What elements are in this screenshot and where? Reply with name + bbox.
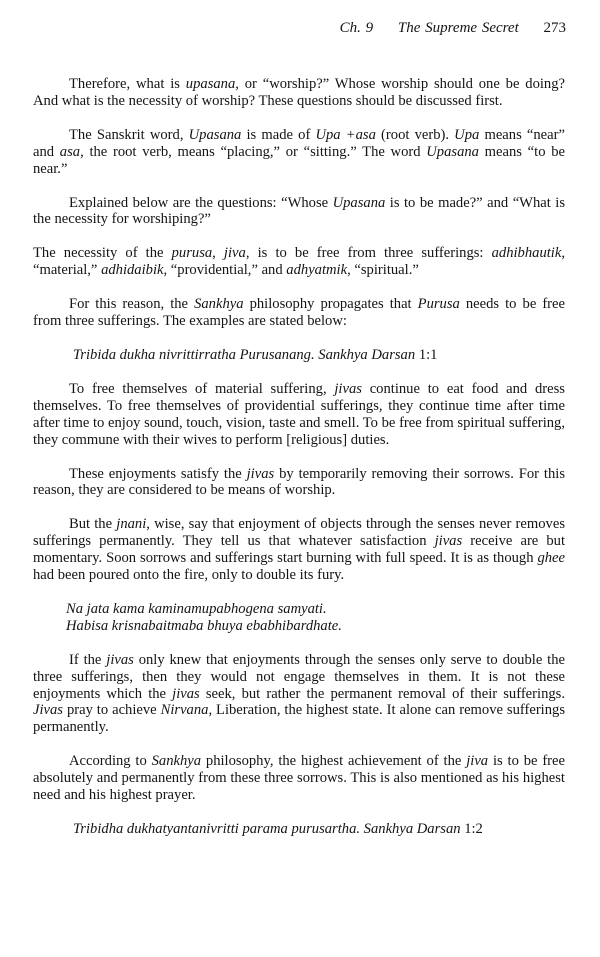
body-paragraph	[33, 381, 565, 449]
italic-term: jivas	[434, 533, 463, 550]
text-run: needs to be free from three sufferings. The examples are stated below:	[33, 296, 566, 330]
italic-term: adhyatmik	[286, 262, 348, 279]
sanskrit-quotation	[73, 347, 565, 364]
text-run: Therefore, what is	[69, 76, 186, 92]
text-run: (root verb).	[375, 126, 455, 143]
italic-term: jiva	[466, 753, 489, 770]
chapter-label: Ch. 9	[339, 20, 374, 36]
body-paragraph	[33, 652, 565, 737]
text-run: The Sanskrit word,	[69, 126, 189, 143]
text-run: 1:2	[464, 821, 483, 837]
italic-term: adhibhautik	[491, 245, 562, 262]
italic-term: Upa	[454, 126, 480, 143]
italic-term: Purusa	[417, 296, 460, 313]
text-run: seek, but rather the permanent removal of their sufferings.	[199, 685, 565, 702]
italic-term: upasana	[185, 76, 236, 92]
text-run: For this reason, the	[69, 296, 195, 313]
text-run: only knew that enjoyments through the senses only serve to double the three sufferings, then they would not engage themselves in them. It is not these enjoyments which the	[33, 651, 565, 702]
body-paragraph	[33, 76, 565, 110]
text-run: , or “worship?” Whose worship should one be doing? And what is the necessity of worship? These questions should be discussed first.	[33, 76, 565, 109]
body-paragraph	[33, 195, 565, 229]
body-text	[33, 76, 565, 838]
text-run: is made of	[241, 126, 316, 143]
text-run: , Liberation, the highest state. It alone can remove sufferings permanently.	[33, 702, 566, 736]
text-run: philosophy propagates that	[243, 296, 418, 313]
text-run: philosophy, the highest achievement of the	[201, 753, 467, 770]
text-run: , “spiritual.”	[347, 262, 419, 279]
italic-term: Upa +asa	[315, 126, 376, 143]
text-run: , the root verb, means “placing,” or “sitting.” The word	[80, 143, 427, 160]
body-paragraph	[33, 753, 565, 804]
text-run: is to be made?” and “What is the necessity for worshiping?”	[33, 194, 566, 228]
body-paragraph	[33, 516, 565, 584]
italic-term: Upasana	[188, 126, 242, 143]
text-run: 1:1	[418, 346, 438, 363]
body-paragraph	[33, 127, 565, 178]
text-run: Explained below are the questions: “Whose	[69, 194, 333, 211]
italic-term: jivas	[172, 685, 200, 702]
text-run: , is to be free from three sufferings:	[245, 245, 492, 262]
italic-term: Sankhya	[151, 753, 202, 770]
italic-term: asa	[59, 143, 81, 160]
italic-term: jivas	[106, 651, 134, 668]
text-run: , “providential,” and	[163, 262, 287, 279]
text-run: To free themselves of material suffering,	[69, 380, 335, 397]
text-run: receive are but momentary. Soon sorrows and sufferings start burning with full speed. It is as though	[33, 533, 566, 567]
text-run: by temporarily removing their sorrows. For this reason, they are considered to be means of worship.	[33, 465, 565, 499]
text-run: If the	[69, 651, 107, 668]
text-run: had been poured onto the fire, only to double its fury.	[33, 567, 345, 584]
italic-term: Tribidha dukhatyantanivritti parama purusartha. Sankhya Darsan	[73, 821, 465, 837]
body-paragraph	[33, 245, 565, 279]
text-run: means “near” and	[33, 126, 565, 160]
text-run: is to be free absolutely and permanently from these three sorrows. This is also mentioned as his highest need and his highest prayer.	[33, 753, 565, 804]
italic-term: adhidaibik	[101, 262, 164, 279]
verse-line: Habisa krisnabaitmaba bhuya ebabhibardhate.	[66, 617, 342, 634]
text-run: continue to eat food and dress themselves. To free themselves of providential sufferings, they continue time after time after time to enjoy sound, touch, vision, taste and smell. To be free from spiritual suffering, they commune with their wives to perform [religious] duties.	[33, 380, 565, 448]
chapter-title: The Supreme Secret	[397, 20, 519, 36]
italic-term: jivas	[246, 465, 275, 482]
text-run: According to	[69, 753, 152, 770]
text-run: , “material,”	[33, 245, 565, 279]
italic-term: purusa, jiva	[171, 245, 246, 262]
text-run: But the	[69, 516, 117, 533]
italic-term: Upasana	[426, 143, 479, 160]
sanskrit-quotation	[73, 821, 565, 838]
italic-term: ghee	[537, 550, 565, 567]
italic-term: Nirvana	[160, 702, 209, 719]
verse-quotation	[66, 601, 565, 635]
verse-line: Na jata kama kaminamupabhogena samyati.	[66, 600, 327, 617]
italic-term: jnani	[116, 516, 147, 533]
page-number: 273	[543, 20, 566, 36]
running-header	[340, 20, 566, 37]
text-run: pray to achieve	[63, 702, 161, 719]
italic-term: jivas	[334, 380, 362, 397]
text-run: means “to be near.”	[33, 143, 565, 177]
text-run: The necessity of the	[33, 245, 172, 262]
italic-term: Sankhya	[194, 296, 244, 313]
italic-term: Tribida dukha nivrittirratha Purusanang. Sankhya Darsan	[73, 346, 419, 363]
italic-term: Jivas	[33, 702, 63, 719]
text-run: , wise, say that enjoyment of objects through the senses never removes sufferings permanently. They tell us that whatever satisfaction	[33, 516, 565, 550]
text-run: These enjoyments satisfy the	[69, 465, 247, 482]
italic-term: Upasana	[332, 194, 386, 211]
body-paragraph	[33, 296, 565, 330]
body-paragraph	[33, 466, 565, 500]
